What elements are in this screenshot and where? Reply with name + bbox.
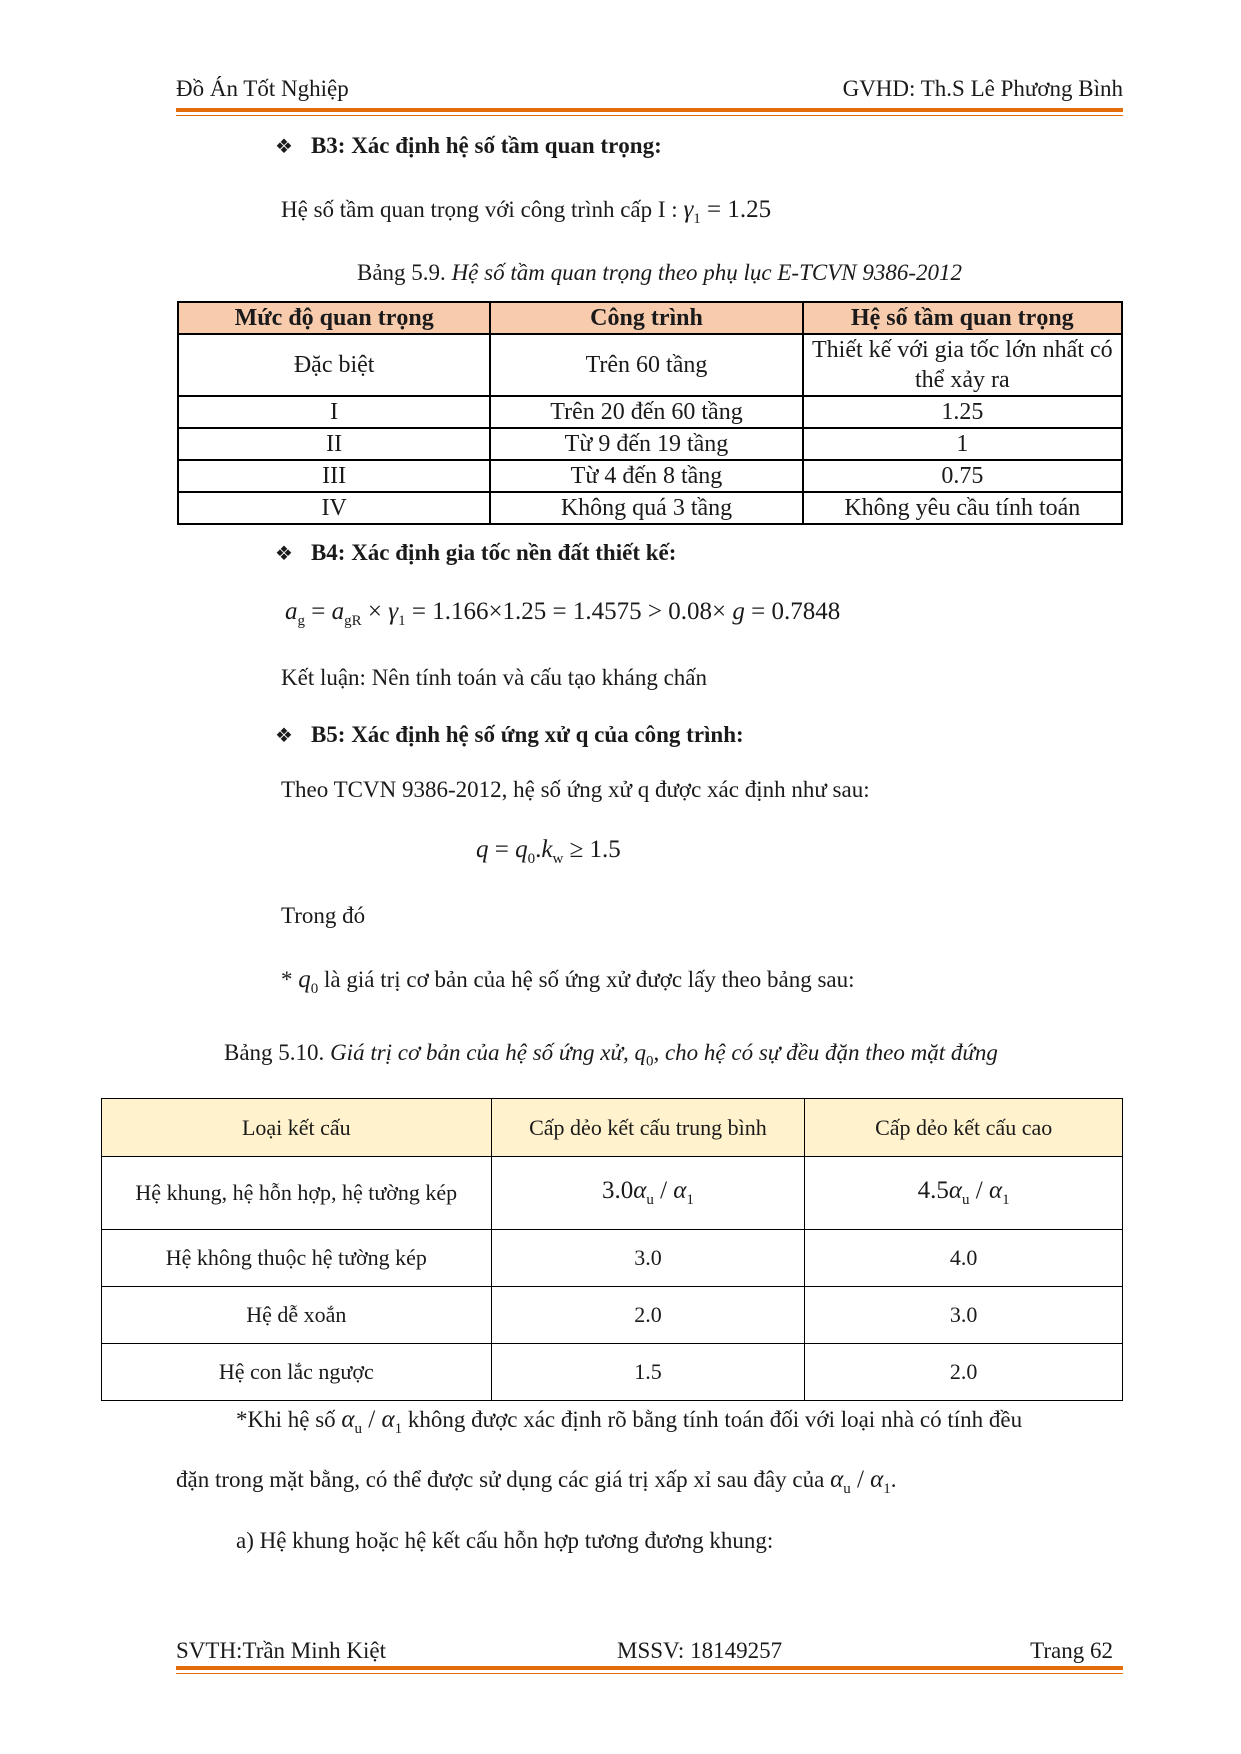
heading-b5-text: B5: Xác định hệ số ứng xử q của công trình: — [310, 722, 744, 747]
table-cell: 3.0 — [805, 1287, 1123, 1344]
heading-b5 — [275, 722, 744, 748]
table-header-cell: Cấp dẻo kết cấu cao — [805, 1099, 1123, 1157]
table-header-cell: Mức độ quan trọng — [178, 302, 490, 334]
table-header-cell: Hệ số tầm quan trọng — [803, 302, 1122, 334]
footer-student: SVTH:Trần Minh Kiệt — [176, 1638, 386, 1663]
table-cell: II — [178, 428, 490, 460]
header-title: Đồ Án Tốt Nghiệp — [176, 76, 349, 101]
table-cell: $4.5\alpha_u / \alpha_1$ — [805, 1157, 1123, 1230]
table-cell: Hệ con lắc ngược — [102, 1344, 492, 1401]
behavior-factor-table — [101, 1098, 1123, 1401]
header-rule — [176, 108, 1123, 112]
heading-b4 — [275, 540, 676, 566]
table-row — [102, 1287, 1123, 1344]
table-header-cell: Cấp dẻo kết cấu trung bình — [491, 1099, 805, 1157]
table-cell: Trên 60 tầng — [490, 334, 802, 396]
note2-text: đặn trong mặt bằng, có thể được sử dụng các giá trị xấp xỉ sau đây của — [176, 1467, 825, 1492]
table-cell: Từ 9 đến 19 tầng — [490, 428, 802, 460]
table-cell: III — [178, 460, 490, 492]
acceleration-values: = 1.166×1.25 = 1.4575 > 0.08× — [411, 598, 727, 625]
q0-note: * $q_0$ là giá trị cơ bản của hệ số ứng xử được lấy theo bảng sau: — [281, 966, 855, 997]
gamma-formula: $\gamma_1 = 1.25$ — [683, 196, 772, 227]
gamma-value: = 1.25 — [707, 196, 772, 223]
table2-caption: Bảng 5.10. Giá trị cơ bản của hệ số ứng xử, $q_0$, cho hệ có sự đều đặn theo mặt đứng — [224, 1040, 998, 1070]
table-header-cell: Công trình — [490, 302, 802, 334]
item-a: a) Hệ khung hoặc hệ kết cấu hỗn hợp tương đương khung: — [236, 1528, 774, 1553]
diamond-bullet-icon: ❖ — [275, 543, 293, 565]
table-cell: Không yêu cầu tính toán — [803, 492, 1122, 524]
table1-caption-text: Hệ số tầm quan trọng theo phụ lục E-TCVN 9386-2012 — [451, 260, 963, 285]
footer-rule — [176, 1666, 1123, 1670]
table-cell: $3.0\alpha_u / \alpha_1$ — [491, 1157, 805, 1230]
importance-text: Hệ số tầm quan trọng với công trình cấp I : — [281, 197, 678, 222]
acceleration-result: = 0.7848 — [751, 598, 841, 625]
ground-acceleration-formula: $a_g = a_{gR} \times \gamma_1 = 1.166\times 1.25 = 1.4575 > 0.08\times g = 0.7848$ — [285, 598, 841, 629]
heading-b3 — [275, 133, 662, 159]
heading-b3-text: B3: Xác định hệ số tầm quan trọng: — [310, 133, 662, 158]
table-cell: Hệ khung, hệ hỗn hợp, hệ tường kép — [102, 1157, 492, 1230]
table-row — [102, 1344, 1123, 1401]
diamond-bullet-icon: ❖ — [275, 725, 293, 747]
b5-intro: Theo TCVN 9386-2012, hệ số ứng xử q được xác định như sau: — [281, 777, 870, 802]
b4-conclusion: Kết luận: Nên tính toán và cấu tạo kháng chấn — [281, 665, 707, 690]
note1-a: *Khi hệ số — [236, 1407, 336, 1432]
table-cell: Trên 20 đến 60 tầng — [490, 396, 802, 428]
table2-caption-text-b: , cho hệ có sự đều đặn theo mặt đứng — [653, 1040, 998, 1065]
table-header-row — [178, 302, 1122, 334]
header-rule-thin — [176, 115, 1123, 116]
table-cell: 2.0 — [805, 1344, 1123, 1401]
table-cell: Hệ không thuộc hệ tường kép — [102, 1230, 492, 1287]
table-row — [178, 460, 1122, 492]
table-cell: 0.75 — [803, 460, 1122, 492]
table-cell: I — [178, 396, 490, 428]
diamond-bullet-icon: ❖ — [275, 136, 293, 158]
table2-caption-prefix: Bảng 5.10. — [224, 1040, 325, 1065]
table-row — [102, 1157, 1123, 1230]
heading-b4-text: B4: Xác định gia tốc nền đất thiết kế: — [310, 540, 677, 565]
behavior-factor-formula: $q = q_0.k_w \ge 1.5$ — [476, 836, 621, 867]
footer-rule-thin — [176, 1673, 1123, 1674]
table-row — [178, 492, 1122, 524]
note1-b: không được xác định rõ bằng tính toán đối với loại nhà có tính đều — [407, 1407, 1023, 1432]
table-cell: 1 — [803, 428, 1122, 460]
table1-caption-prefix: Bảng 5.9. — [357, 260, 446, 285]
coef-high: 4.5 — [917, 1177, 949, 1204]
table-cell: Đặc biệt — [178, 334, 490, 396]
table-row — [102, 1230, 1123, 1287]
table-cell: IV — [178, 492, 490, 524]
header-advisor: GVHD: Th.S Lê Phương Bình — [842, 76, 1123, 101]
importance-table — [177, 301, 1123, 525]
table-cell: 1.25 — [803, 396, 1122, 428]
table-row — [178, 428, 1122, 460]
note-line-1: *Khi hệ số $\alpha_u / \alpha_1$ không được xác định rõ bằng tính toán đối với loại nhà có tính đều — [236, 1406, 1023, 1437]
table-header-cell: Loại kết cấu — [102, 1099, 492, 1157]
table-cell: 2.0 — [491, 1287, 805, 1344]
table1-caption — [357, 260, 962, 286]
table2-caption-text-a: Giá trị cơ bản của hệ số ứng xử, — [330, 1040, 629, 1065]
table-header-row — [102, 1099, 1123, 1157]
table-cell: 4.0 — [805, 1230, 1123, 1287]
trong-do: Trong đó — [281, 903, 366, 928]
note-line-2: đặn trong mặt bằng, có thể được sử dụng các giá trị xấp xỉ sau đây của $\alpha_u / \alpha_1$. — [176, 1466, 897, 1497]
coef-mid: 3.0 — [601, 1177, 634, 1204]
importance-statement — [281, 196, 771, 228]
table-row — [178, 334, 1122, 396]
table-cell: 3.0 — [491, 1230, 805, 1287]
table-cell: Không quá 3 tầng — [490, 492, 802, 524]
footer-page-number: Trang 62 — [1030, 1638, 1113, 1663]
table-cell: 1.5 — [491, 1344, 805, 1401]
footer-mssv: MSSV: 18149257 — [617, 1638, 783, 1663]
q0-note-text: là giá trị cơ bản của hệ số ứng xử được lấy theo bảng sau: — [324, 967, 855, 992]
behavior-factor-bound: ≥ 1.5 — [569, 836, 621, 863]
table-cell: Hệ dễ xoắn — [102, 1287, 492, 1344]
table-row — [178, 396, 1122, 428]
table-cell: Từ 4 đến 8 tầng — [490, 460, 802, 492]
table-cell: Thiết kế với gia tốc lớn nhất có thể xảy ra — [803, 334, 1122, 396]
